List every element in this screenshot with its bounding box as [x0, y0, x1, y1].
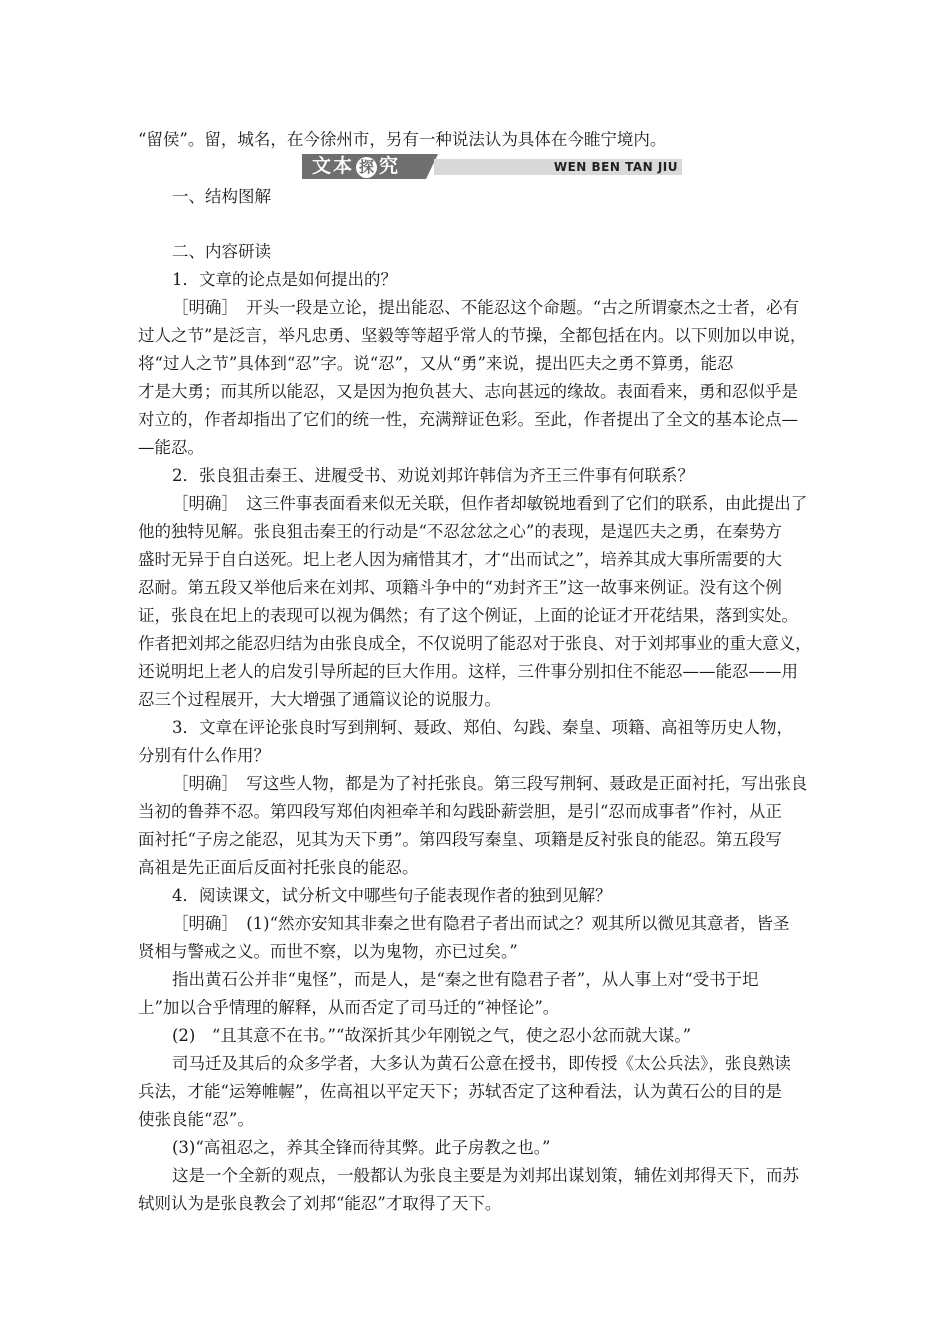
text-line: ［明确］ 写这些人物，都是为了衬托张良。第三段写荆轲、聂政是正面衬托，写出张良	[172, 774, 808, 793]
text-line: 才是大勇；而其所以能忍，又是因为抱负甚大、志向甚远的缘故。表面看来，勇和忍似乎是	[138, 382, 798, 401]
question-4: 4．阅读课文，试分析文中哪些句子能表现作者的独到见解？	[172, 886, 612, 905]
text-line: 他的独特见解。张良狙击秦王的行动是“不忍忿忿之心”的表现，是逞匹夫之勇，在秦势方	[138, 522, 782, 541]
text-line: —能忍。	[138, 438, 204, 457]
text-line: ［明确］ 这三件事表面看来似无关联，但作者却敏锐地看到了它们的联系，由此提出了	[172, 494, 808, 513]
text-line: 盛时无异于自白送死。圯上老人因为痛惜其才，才“出而试之”，培养其成大事所需要的大	[138, 550, 782, 569]
banner-title-circle: 探	[356, 157, 377, 178]
text-line: 轼则认为是张良教会了刘邦“能忍”才取得了天下。	[138, 1194, 502, 1213]
text-line: 兵法，才能“运筹帷幄”，佐高祖以平定天下；苏轼否定了这种看法，认为黄石公的目的是	[138, 1082, 782, 1101]
text-line: 忍三个过程展开，大大增强了通篇议论的说服力。	[138, 690, 501, 709]
text-line: 上”加以合乎情理的解释，从而否定了司马迁的“神怪论”。	[138, 998, 560, 1017]
heading-structure: 一、结构图解	[172, 187, 271, 206]
question-3: 3．文章在评论张良时写到荆轲、聂政、郑伯、勾践、秦皇、项籍、高祖等历史人物，	[172, 718, 793, 737]
text-line: “留侯”。留，城名，在今徐州市，另有一种说法认为具体在今睢宁境内。	[138, 130, 667, 149]
text-line: 对立的，作者却指出了它们的统一性，充满辩证色彩。至此，作者提出了全文的基本论点—	[138, 410, 798, 429]
question-2: 2．张良狙击秦王、进履受书、劝说刘邦许韩信为齐王三件事有何联系？	[172, 466, 694, 485]
text-line: 这是一个全新的观点，一般都认为张良主要是为刘邦出谋划策，辅佐刘邦得天下，而苏	[172, 1166, 799, 1185]
text-line: 面衬托“子房之能忍，见其为天下勇”。第四段写秦皇、项籍是反衬张良的能忍。第五段写	[138, 830, 782, 849]
text-line: 司马迁及其后的众多学者，大多认为黄石公意在授书，即传授《太公兵法》，张良熟读	[172, 1054, 791, 1073]
text-line: 分别有什么作用？	[138, 746, 270, 765]
banner-title-part1: 文本	[312, 155, 355, 177]
banner-title-block	[302, 154, 426, 179]
text-line: 指出黄石公并非“鬼怪”，而是人，是“秦之世有隐君子者”，从人事上对“受书于圯	[172, 970, 759, 989]
text-line: 证，张良在圯上的表现可以视为偶然；有了这个例证，上面的论证才开花结果，落到实处。	[138, 606, 798, 625]
heading-content: 二、内容研读	[172, 242, 271, 261]
text-line: ［明确］ (1)“然亦安知其非秦之世有隐君子者出而试之？观其所以微见其意者，皆圣	[172, 914, 790, 933]
question-1: 1．文章的论点是如何提出的？	[172, 270, 397, 289]
banner-stripe	[434, 159, 682, 175]
banner-english-title: WEN BEN TAN JIU	[553, 160, 678, 174]
text-line: 使张良能“忍”。	[138, 1110, 254, 1129]
text-line: (3)“高祖忍之，养其全锋而待其弊。此子房教之也。”	[172, 1138, 551, 1157]
text-line: 还说明圯上老人的启发引导所起的巨大作用。这样，三件事分别扣住不能忍——能忍——用	[138, 662, 798, 681]
text-line: ［明确］ 开头一段是立论，提出能忍、不能忍这个命题。“古之所谓豪杰之士者，必有	[172, 298, 800, 317]
text-line: 过人之节”是泛言，举凡忠勇、坚毅等等超乎常人的节操，全都包括在内。以下则加以申说，	[138, 326, 807, 345]
text-line: 忍耐。第五段又举他后来在刘邦、项籍斗争中的“劝封齐王”这一故事来例证。没有这个例	[138, 578, 782, 597]
text-line: 将“过人之节”具体到“忍”字。说“忍”，又从“勇”来说，提出匹夫之勇不算勇，能忍	[138, 354, 734, 373]
section-banner	[302, 154, 682, 179]
text-line: 高祖是先正面后反面衬托张良的能忍。	[138, 858, 419, 877]
text-line: 当初的鲁莽不忍。第四段写郑伯肉袒牵羊和勾践卧薪尝胆，是引“忍而成事者”作衬，从正	[138, 802, 782, 821]
banner-title-part2: 究	[379, 155, 401, 177]
text-line: (2) “且其意不在书。”“故深折其少年刚锐之气，使之忍小忿而就大谋。”	[172, 1026, 692, 1045]
text-line: 作者把刘邦之能忍归结为由张良成全，不仅说明了能忍对于张良、对于刘邦事业的重大意义，	[138, 634, 812, 653]
text-line: 贤相与警戒之义。而世不察，以为鬼物，亦已过矣。”	[138, 942, 518, 961]
